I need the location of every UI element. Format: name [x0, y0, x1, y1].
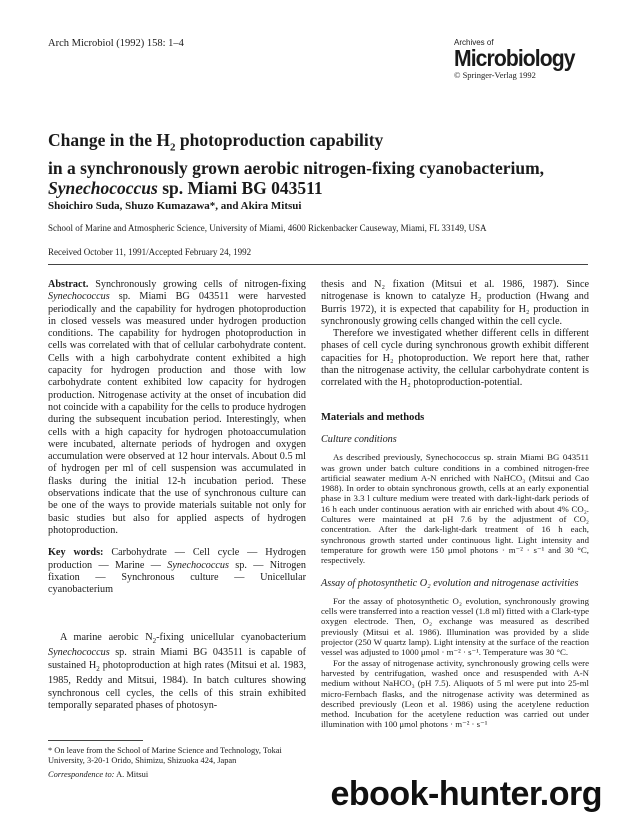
author-list: Shoichiro Suda, Shuzo Kumazawa*, and Akira Mitsui	[48, 200, 302, 212]
archives-label: Archives of	[454, 38, 494, 47]
header-divider	[48, 264, 588, 265]
watermark: ebook-hunter.org	[324, 775, 608, 814]
title-line-3: Synechococcus sp. Miami BG 043511	[48, 177, 323, 198]
footnote-divider	[48, 740, 143, 741]
received-dates: Received October 11, 1991/Accepted February 24, 1992	[48, 247, 252, 257]
keywords: Key words: Carbohydrate — Cell cycle — Hydrogen production — Marine — Synechococcus sp. — Nitrogen fixation — Synchronous culture — Unicellular cyanobacterium	[48, 547, 306, 596]
abstract-column	[48, 279, 306, 596]
correspondence-note: Correspondence to: A. Mitsui	[48, 769, 149, 779]
introduction-paragraph: A marine aerobic $N_2$-fixing unicellular cyanobacterium Synechococcus sp. strain Miami BG 043511 is capable of sustained $H_2$ photoproduction at high rates (Mitsui et al. 1983, 1985, Reddy and Mitsui, 1984). In batch cultures showing synchronous cell cycles, the cells of this strain exhibited temporally separated phases of photosyn-	[48, 632, 306, 712]
subheading-assay: Assay of photosynthetic O₂ evolution and nitrogenase activities	[321, 577, 579, 589]
abstract: Abstract. Synchronously growing cells of nitrogen-fixing Synechococcus sp. Miami BG 043511 were harvested periodically and the capability for hydrogen photoproduction in closed vessels was measured under hydrogen production conditions. The capability for hydrogen photoproduction in cells was correlated with that of cellular carbohydrate content. Cells with a high carbohydrate content exhibited a high capacity for hydrogen production and those with low carbohydrate content exhibited low capacity for hydrogen production. Nitrogenase activity at the onset of incubation did not coincide with a capability for the cells to produce hydrogen during the subsequent incubation period. Interestingly, when cells with a high capacity for hydrogen photoaccumulation were incubated, alternate periods of hydrogen and oxygen accumulation were observed at 12 hour intervals. About 0.5 ml of hydrogen per ml of cell suspension was accumulated in flasks during the initial 12-h incubation period. These observations indicate that the use of synchronous culture can be one of the ways to provide materials suitable not only for basic studies but also for applied aspects of hydrogen photoproduction.	[48, 279, 307, 536]
article-title	[48, 130, 588, 198]
intro-paragraph-2: Therefore we investigated whether different cells in different phases of cell cycle during synchronous growth exhibit different capacities for H₂ photoproduction. We report here that, rather than the nitrogenase activity, the cellular carbohydrate content is correlated with the H₂ photoproduction-potential.	[321, 328, 589, 389]
journal-logo: Microbiology	[454, 45, 575, 71]
journal-citation: Arch Microbiol (1992) 158: 1–4	[48, 38, 184, 49]
journal-masthead	[454, 38, 584, 80]
culture-conditions-text: As described previously, Synechococcus sp. strain Miami BG 043511 was grown under batch culture conditions in a combined nitrogen-free artificial seawater medium A-N enriched with NaHCO₃ (Mitsui and Cao 1988). In order to obtain synchronous growth, cells at an early exponential phase in 3.3 l culture medium were treated with dark-light-dark periods of 16 h each under continuous aeration with air enriched with about 4% CO₂. Cultures were maintained at pH 7.6 by the adjustment of CO₂ concentration. After the dark-light-dark treatment of 16 h each, synchronous growth started under continuous light. Light intensity and temperature for growth were 150 μmol photons · m⁻² · s⁻¹ and 30 °C, respectively.	[321, 452, 589, 566]
publisher-copyright: © Springer-Verlag 1992	[454, 70, 536, 80]
right-column	[321, 279, 589, 730]
footnotes	[48, 746, 306, 780]
title-line-2: in a synchronously grown aerobic nitrogen-fixing cyanobacterium,	[48, 157, 545, 178]
affiliation: School of Marine and Atmospheric Science, University of Miami, 4600 Rickenbacker Causeway, Miami, FL 33149, USA	[48, 223, 487, 233]
author-footnote: * On leave from the School of Marine Science and Technology, Tokai University, 3-20-1 Orido, Shimizu, Shizuoka 424, Japan	[48, 746, 282, 766]
assay-paragraph-1: For the assay of photosynthetic O₂ evolution, synchronously growing cells were transferred into a reaction vessel (1.8 ml) fitted with a Clark-type oxygen electrode. Then, O₂ exchange was measured as described previously (Mitsui et al. 1986). Illumination was provided by a slide projector (250 W quartz lamp). Light intensity at the surface of the reaction vessel was adjusted to 1000 μmol · m⁻² · s⁻¹. Temperature was 30 °C.	[321, 595, 589, 658]
assay-paragraph-2: For the assay of nitrogenase activity, synchronously growing cells were harvested by centrifugation, washed once and resuspended with A-N medium without NaHCO₃ (pH 7.5). Aliquots of 5 ml were put into 25-ml micro-Fernbach flasks, and the nitrogenase activity was determined as described previously (Leon et al. 1986) using the acetylene reduction method. Incubation for the acetylene reduction was carried out under illumination with 100 μmol photons · m⁻² · s⁻¹	[321, 657, 589, 730]
title-line-1: Change in the $H_2$ photoproduction capability	[48, 130, 384, 154]
section-heading-methods: Materials and methods	[321, 411, 425, 423]
intro-continued: thesis and N₂ fixation (Mitsui et al. 1986, 1987). Since nitrogenase is known to catalyze H₂ production (Hwang and Burris 1972), it is expected that capability for H₂ production in synchronously growing cells changed within the cell cycle.	[321, 279, 589, 327]
subheading-culture: Culture conditions	[321, 433, 397, 445]
